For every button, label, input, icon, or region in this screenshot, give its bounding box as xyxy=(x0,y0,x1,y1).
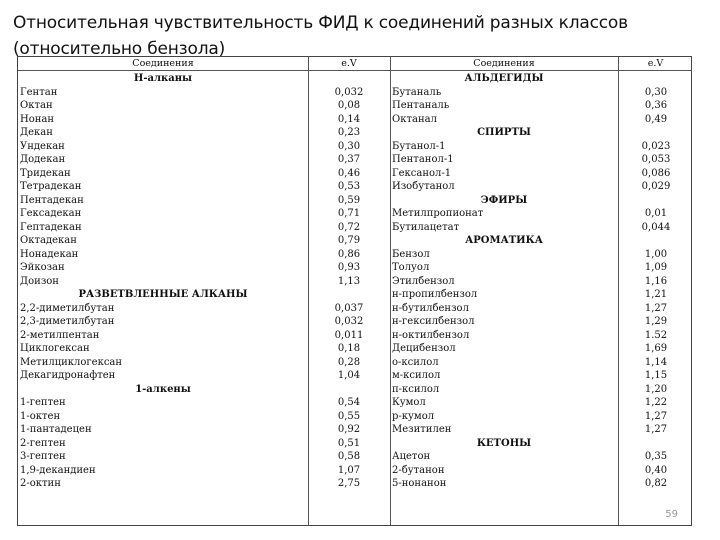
compound-name: Декагидронафтен xyxy=(20,370,116,381)
table-row xyxy=(390,180,693,194)
table-row xyxy=(390,140,693,154)
section-heading-row xyxy=(18,72,390,86)
right-column xyxy=(390,72,693,491)
compound-name: Бутилацетат xyxy=(392,221,460,233)
compound-name: Тетрадекан xyxy=(20,181,82,192)
compound-name: Бензол xyxy=(392,248,430,260)
table-row xyxy=(18,194,390,208)
table-row xyxy=(18,86,390,100)
section-heading-row xyxy=(18,288,390,302)
table-row xyxy=(18,180,390,194)
section-heading: 1-алкены xyxy=(135,383,191,395)
ev-value: 1,13 xyxy=(337,275,361,287)
compound-name: н-бутилбензол xyxy=(392,302,469,314)
compound-name: Бутаналь xyxy=(392,86,442,98)
section-heading-row xyxy=(18,383,390,397)
ev-value: 0,032 xyxy=(334,86,364,98)
section-heading-row xyxy=(390,72,693,86)
table-row xyxy=(18,477,390,491)
table-row xyxy=(18,140,390,154)
table-row xyxy=(390,410,693,424)
table-row xyxy=(18,464,390,478)
section-heading-row xyxy=(390,234,693,248)
compound-name: 2,2-диметилбутан xyxy=(20,302,115,314)
section-heading: Н-алканы xyxy=(133,73,193,84)
table-row xyxy=(390,477,693,491)
compound-name: Доизон xyxy=(20,275,59,287)
ev-value: 0,053 xyxy=(641,154,671,165)
table-row xyxy=(18,342,390,356)
table-row xyxy=(390,113,693,127)
ev-value: 1,27 xyxy=(644,424,668,435)
ev-value: 0,01 xyxy=(644,208,668,219)
table-row xyxy=(390,86,693,100)
ev-value: 1,00 xyxy=(644,248,668,260)
ev-value: 1,09 xyxy=(644,262,668,273)
compound-name: Октан xyxy=(20,100,53,111)
compound-name: Бутанол-1 xyxy=(392,140,446,152)
ev-value: 0,54 xyxy=(337,397,361,408)
page-title: Относительная чувствительность ФИД к соединений разных классов (относительно бензола) xyxy=(13,13,628,59)
section-heading: ЭФИРЫ xyxy=(480,194,528,206)
ev-value: 0,58 xyxy=(337,451,361,462)
table-row xyxy=(390,423,693,437)
table-row xyxy=(18,275,390,289)
table-row xyxy=(390,315,693,329)
compound-name: Ундекан xyxy=(20,140,65,152)
page-number: 59 xyxy=(665,509,678,520)
table-row xyxy=(390,342,693,356)
compound-name: н-пропилбензол xyxy=(392,289,478,300)
header-left-compound: Соединения xyxy=(132,58,194,69)
ev-value: 0,30 xyxy=(337,140,361,152)
compound-name: Октадекан xyxy=(20,235,77,246)
ev-value: 1,14 xyxy=(644,356,668,368)
section-heading-row xyxy=(390,126,693,140)
table-row xyxy=(390,329,693,343)
compound-name: о-ксилол xyxy=(392,356,439,368)
ev-value: 0,71 xyxy=(337,208,361,219)
ev-value: 0,51 xyxy=(337,437,361,449)
table-row xyxy=(390,288,693,302)
table-row xyxy=(390,464,693,478)
ev-value: 1,15 xyxy=(644,370,668,381)
table-row xyxy=(18,221,390,235)
header-left-ev: e.V xyxy=(341,58,357,69)
compound-name: Пентаналь xyxy=(392,100,450,111)
compound-name: Гептадекан xyxy=(20,221,82,233)
compound-name: Метилпропионат xyxy=(392,208,484,219)
ev-value: 0,93 xyxy=(337,262,361,273)
table-row xyxy=(18,248,390,262)
header-right-compound: Соединения xyxy=(473,58,535,69)
ev-value: 1,69 xyxy=(644,343,668,354)
compound-name: 2-метилпентан xyxy=(20,329,100,341)
ev-value: 1,07 xyxy=(337,464,361,476)
compound-name: 3-гептен xyxy=(20,451,66,462)
section-heading-row xyxy=(390,194,693,208)
ev-value: 1,27 xyxy=(644,302,668,314)
compound-name: Гексанол-1 xyxy=(392,167,452,179)
compound-name: 1-октен xyxy=(20,410,61,422)
ev-value: 0,086 xyxy=(641,167,671,179)
compound-name: Децибензол xyxy=(392,343,456,354)
compound-name: Пентадекан xyxy=(20,194,84,206)
compound-name: Декан xyxy=(20,127,53,138)
ev-value: 0,82 xyxy=(644,478,668,489)
compound-name: Гексадекан xyxy=(20,208,82,219)
ev-value: 1,21 xyxy=(644,289,668,300)
ev-value: 1,29 xyxy=(644,316,668,327)
ev-value: 0,72 xyxy=(337,221,361,233)
table-row xyxy=(390,248,693,262)
table-row xyxy=(390,221,693,235)
compound-name: 5-нонанон xyxy=(392,478,447,489)
compound-name: Тридекан xyxy=(20,167,71,179)
ev-value: 2,75 xyxy=(337,478,361,489)
table-row xyxy=(18,167,390,181)
table-row xyxy=(390,396,693,410)
table-row xyxy=(390,167,693,181)
ev-value: 0,59 xyxy=(337,194,361,206)
table-row xyxy=(18,329,390,343)
ev-value: 0,029 xyxy=(641,181,671,192)
table-row xyxy=(18,302,390,316)
compound-name: Толуол xyxy=(392,262,430,273)
table-row xyxy=(18,423,390,437)
table-row xyxy=(18,356,390,370)
ev-value: 0,35 xyxy=(644,451,668,462)
ev-value: 0,79 xyxy=(337,235,361,246)
ev-value: 0,14 xyxy=(337,113,361,125)
table-row xyxy=(390,450,693,464)
table-row xyxy=(390,356,693,370)
compound-name: м-ксилол xyxy=(392,370,441,381)
compound-name: 1,9-декандиен xyxy=(20,464,96,476)
compound-name: Мезитилен xyxy=(392,424,452,435)
compound-name: Нонадекан xyxy=(20,248,79,260)
table-row xyxy=(18,113,390,127)
compound-name: 2-гептен xyxy=(20,437,66,449)
table-row xyxy=(18,437,390,451)
compound-name: Кумол xyxy=(392,397,426,408)
compound-name: Этилбензол xyxy=(392,275,455,287)
ev-value: 0,044 xyxy=(641,221,671,233)
table-row xyxy=(18,396,390,410)
compound-name: Октанал xyxy=(392,113,437,125)
ev-value: 0,55 xyxy=(337,410,361,422)
compound-name: 1-пантадецен xyxy=(20,424,92,435)
compound-name: Ацетон xyxy=(392,451,431,462)
ev-value: 1,04 xyxy=(337,370,361,381)
compound-name: Метилциклогексан xyxy=(20,356,123,368)
compound-name: Циклогексан xyxy=(20,343,90,354)
table-row xyxy=(390,369,693,383)
ev-value: 0,92 xyxy=(337,424,361,435)
ev-value: 0,032 xyxy=(334,316,364,327)
compound-name: Эйкозан xyxy=(20,262,65,273)
table-row xyxy=(390,383,693,397)
ev-value: 0,40 xyxy=(644,464,668,476)
compound-name: Нонан xyxy=(20,113,55,125)
section-heading-row xyxy=(390,437,693,451)
ev-value: 1,22 xyxy=(644,397,668,408)
header-right-ev: e.V xyxy=(647,58,664,69)
ev-value: 0,30 xyxy=(644,86,668,98)
header-divider xyxy=(18,70,691,71)
table-row xyxy=(390,302,693,316)
ev-value: 0,23 xyxy=(337,127,361,138)
section-heading: СПИРТЫ xyxy=(477,127,531,138)
table-row xyxy=(18,234,390,248)
compound-name: Изобутанол xyxy=(392,181,455,192)
compound-name: п-ксилол xyxy=(392,383,440,395)
ev-value: 0,011 xyxy=(334,329,364,341)
compound-name: н-октилбензол xyxy=(392,329,470,341)
ev-value: 0,08 xyxy=(337,100,361,111)
table-row xyxy=(18,261,390,275)
ev-value: 1,27 xyxy=(644,410,668,422)
table-row xyxy=(390,153,693,167)
table-row xyxy=(18,207,390,221)
ev-value: 0,36 xyxy=(644,100,668,111)
compound-name: Пентанол-1 xyxy=(392,154,454,165)
compound-name: 2-октин xyxy=(20,478,61,489)
ev-value: 1,16 xyxy=(644,275,668,287)
left-column xyxy=(18,72,390,491)
compound-name: н-гексилбензол xyxy=(392,316,475,327)
table-row xyxy=(18,126,390,140)
ev-value: 0,46 xyxy=(337,167,361,179)
table-row xyxy=(390,99,693,113)
compound-name: 1-гептен xyxy=(20,397,66,408)
table-row xyxy=(390,275,693,289)
sensitivity-table xyxy=(17,56,692,526)
ev-value: 0,18 xyxy=(337,343,361,354)
table-row xyxy=(18,153,390,167)
ev-value: 0,037 xyxy=(334,302,364,314)
section-heading: КЕТОНЫ xyxy=(476,437,532,449)
table-row xyxy=(18,410,390,424)
table-row xyxy=(18,99,390,113)
ev-value: 0,53 xyxy=(337,181,361,192)
ev-value: 0,86 xyxy=(337,248,361,260)
section-heading: АЛЬДЕГИДЫ xyxy=(464,73,544,84)
table-row xyxy=(18,369,390,383)
compound-name: р-кумол xyxy=(392,410,435,422)
compound-name: 2,3-диметилбутан xyxy=(20,316,115,327)
ev-value: 0,37 xyxy=(337,154,361,165)
ev-value: 0,28 xyxy=(337,356,361,368)
compound-name: Гентан xyxy=(20,86,58,98)
compound-name: Додекан xyxy=(20,154,66,165)
table-row xyxy=(390,261,693,275)
section-heading: РАЗВЕТВЛЕННЫЕ АЛКАНЫ xyxy=(78,289,248,300)
table-row xyxy=(18,450,390,464)
ev-value: 1.52 xyxy=(644,329,668,341)
ev-value: 1,20 xyxy=(644,383,668,395)
compound-name: 2-бутанон xyxy=(392,464,445,476)
ev-value: 0,023 xyxy=(641,140,671,152)
ev-value: 0,49 xyxy=(644,113,668,125)
table-row xyxy=(390,207,693,221)
section-heading: АРОМАТИКА xyxy=(465,235,543,246)
table-row xyxy=(18,315,390,329)
